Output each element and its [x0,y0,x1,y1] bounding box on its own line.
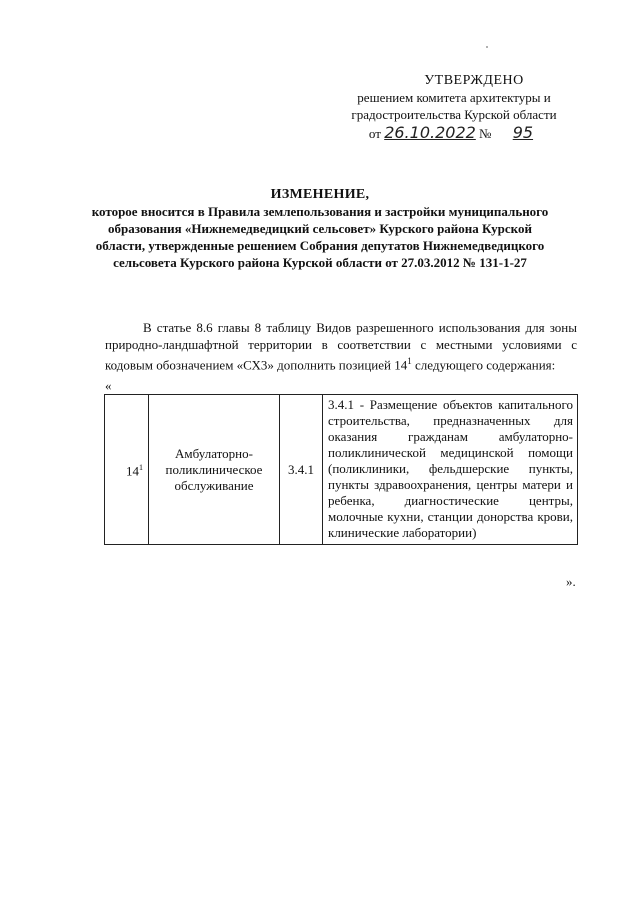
closing-quote: ». [566,574,576,589]
use-name-cell: Амбулаторно-поликлиническое обслуживание [149,395,280,545]
paragraph-tail: следующего содержания: [411,357,556,373]
row-number-cell [105,395,149,545]
approval-heading: УТВЕРЖДЕНО [424,73,524,88]
title-body: которое вносится в Правила землепользования и застройки муниципального образования «Нижнемедведицкий сельсовет» Курского района Курской области, утвержденные решением Собрания депутатов Нижнемедведицкого сельсовета Курского района Курской области от 27.03.2012 № 131-1-27 [91,204,549,270]
body-paragraph [105,319,577,373]
from-label: от [368,126,381,141]
use-code-cell: 3.4.1 [280,395,323,545]
row-number: 14 [126,463,139,479]
approval-line-2: градостроительства Курской области [351,107,557,122]
table-row [105,395,578,545]
scan-speck [486,46,488,48]
approval-date-line [338,124,570,142]
handwritten-date: 26.10.2022 [384,123,476,142]
title-main: ИЗМЕНЕНИЕ, [270,187,370,202]
paragraph-text: В статье 8.6 главы 8 таблицу Видов разрешенного использования для зоны природно-ландшафтной территории в соответствии с местными условиями с кодовым обозначением «СХ3» дополнить позицией 14 [105,320,577,373]
opening-quote: « [105,378,112,393]
number-label: № [479,126,492,141]
document-title [90,186,550,271]
permitted-use-table [104,394,578,545]
handwritten-number: 95 [512,123,534,142]
approval-line-1: решением комитета архитектуры и [357,90,551,105]
approval-stamp [338,72,570,142]
row-number-sup: 1 [139,462,143,472]
paragraph-superscript: 1 [407,356,412,366]
use-description-cell: 3.4.1 - Размещение объектов капитального строительства, предназначенных для оказания гражданам амбулаторно-поликлинической медицинской помощи (поликлиники, фельдшерские пункты, пункты здравоохранения, центры матери и ребенка, диагностические центры, молочные кухни, станции донорства крови, клинические лаборатории) [323,395,578,545]
